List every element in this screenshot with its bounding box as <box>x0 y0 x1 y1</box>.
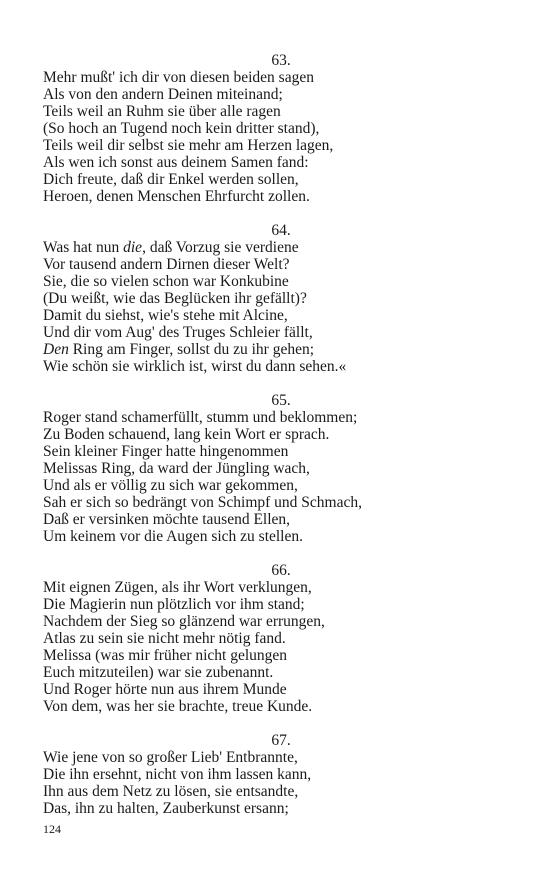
stanza-65 <box>43 392 513 545</box>
verse-line: Mit eignen Zügen, als ihr Wort verklungen, <box>43 579 312 596</box>
verse-line: Und dir vom Aug' des Truges Schleier fällt, <box>43 324 313 341</box>
verse-line: Die Magierin nun plötzlich vor ihm stand; <box>43 596 305 613</box>
stanza-number: 66. <box>271 562 291 579</box>
verse-line: Und Roger hörte nun aus ihrem Munde <box>43 681 287 698</box>
verse-line: Wie jene von so großer Lieb' Entbrannte, <box>43 749 298 766</box>
stanza-number: 65. <box>271 392 291 409</box>
verse-line: Nachdem der Sieg so glänzend war errungen, <box>43 613 325 630</box>
stanza-number: 67. <box>271 732 291 749</box>
verse-line: Als wen ich sonst aus deinem Samen fand: <box>43 154 309 171</box>
verse-line: Teils weil an Ruhm sie über alle ragen <box>43 103 281 120</box>
verse-line: Um keinem vor die Augen sich zu stellen. <box>43 528 303 545</box>
verse-line: Mehr mußt' ich dir von diesen beiden sagen <box>43 69 314 86</box>
verse-line: Damit du siehst, wie's stehe mit Alcine, <box>43 307 288 324</box>
stanza-number: 63. <box>271 52 291 69</box>
stanza-66 <box>43 562 513 715</box>
verse-line: Ihn aus dem Netz zu lösen, sie entsandte, <box>43 783 299 800</box>
verse-line: Den Ring am Finger, sollst du zu ihr gehen; <box>43 341 315 358</box>
verse-line: Melissas Ring, da ward der Jüngling wach, <box>43 460 310 477</box>
verse-line: Heroen, denen Menschen Ehrfurcht zollen. <box>43 188 310 205</box>
verse-line: Sein kleiner Finger hatte hingenommen <box>43 443 289 460</box>
verse-line: Was hat nun die, daß Vorzug sie verdiene <box>43 239 299 256</box>
verse-line: Von dem, was her sie brachte, treue Kunde. <box>43 698 313 715</box>
verse-line: Sah er sich so bedrängt von Schimpf und Schmach, <box>43 494 362 511</box>
verse-line: (Du weißt, wie das Beglücken ihr gefällt)? <box>43 290 307 307</box>
verse-line: Atlas zu sein sie nicht mehr nötig fand. <box>43 630 286 647</box>
verse-line: Zu Boden schauend, lang kein Wort er sprach. <box>43 426 330 443</box>
stanza-number: 64. <box>271 222 291 239</box>
verse-line: Als von den andern Deinen miteinand; <box>43 86 283 103</box>
stanza-63 <box>43 52 513 205</box>
verse-line: Daß er versinken möchte tausend Ellen, <box>43 511 291 528</box>
stanza-67 <box>43 732 513 817</box>
verse-line: (So hoch an Tugend noch kein dritter stand), <box>43 120 320 137</box>
verse-line: Die ihn ersehnt, nicht von ihm lassen kann, <box>43 766 312 783</box>
verse-line: Vor tausend andern Dirnen dieser Welt? <box>43 256 290 273</box>
page-number: 124 <box>43 822 61 836</box>
stanza-64 <box>43 222 513 375</box>
verse-line: Und als er völlig zu sich war gekommen, <box>43 477 298 494</box>
verse-line: Roger stand schamerfüllt, stumm und beklommen; <box>43 409 358 426</box>
verse-line: Dich freute, daß dir Enkel werden sollen, <box>43 171 299 188</box>
verse-line: Euch mitzuteilen) war sie zubenannt. <box>43 664 274 681</box>
verse-line: Das, ihn zu halten, Zauberkunst ersann; <box>43 800 289 817</box>
verse-line: Wie schön sie wirklich ist, wirst du dann sehen.« <box>43 358 347 375</box>
verse-line: Melissa (was mir früher nicht gelungen <box>43 647 288 664</box>
verse-line: Sie, die so vielen schon war Konkubine <box>43 273 289 290</box>
verse-line: Teils weil dir selbst sie mehr am Herzen lagen, <box>43 137 334 154</box>
poem-page <box>43 52 513 834</box>
